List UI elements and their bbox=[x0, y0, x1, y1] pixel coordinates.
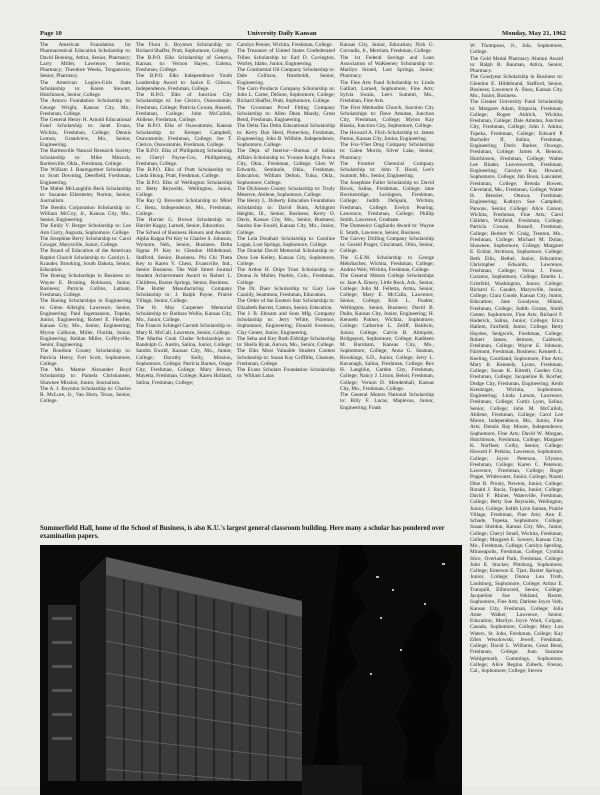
scholarship-entry: The School of Business Honors and Awards: Alpha Kappa Psi Key to Charles S. Johnson, Wymore, Neb., Senior, Business. Delta Sigma Pi Key to Glendon Hildebrand, Stafford, Senior, Business. Phi Chi Theta Key to Karen V. Chess, Evansville, Ind., Senior Business. The Wall Street Journal Student Achievement Award to Robert L. Childress, Baxter Springs, Senior, Business. bbox=[136, 229, 232, 286]
scholarship-entry: The A. J. Boynton Scholarship to: Charles R. McLure, Jr., Van Horn, Texas, Senior, College. bbox=[40, 385, 131, 405]
building-illustration bbox=[40, 545, 462, 795]
scholarship-entry: The B.P.O. Elks of Phillipsburg Scholarship to: Cheryl Payne-Cox, Phillipsburg, Freshman, College. bbox=[136, 148, 232, 167]
scholarship-entry: The B.P.O. Elks Independence Youth Leadership Award to: Janice E. Gibson, Independence, Freshman, College. bbox=[136, 73, 232, 92]
scholarship-entry: The Fox-Vliet Drug Company Scholarship to: Galen Morris, Silver Lake, Senior, Pharmacy. bbox=[340, 142, 434, 161]
scholarship-entry: The First Methodist Church, Junction City Scholarships to: Dave Amutan, Junction City, Freshman, College; Myron Kay Blaska, Junction City, Sophomore, College. bbox=[340, 104, 434, 130]
scholarship-entry: The 1st Federal Savings and Loan Association of WaKeeney Scholarship to: Marilyn Strand, Lost Springs, Junior, Pharmacy. bbox=[340, 54, 434, 80]
scholarship-entry: The Greater University Fund Scholarship to: Margaret Adam, Emporia, Freshman, College; Rogen Aldrich, Wichita, Freshman, College; Dale Amutan, Junction City, Freshman, College; John J. Atkins, Topeka, Freshman, College; Edward P. Bachofer II, Salina, Freshman, Engineering; Doris Barker, Oswego, Freshman, College; James A. Benson, Hutchinson, Freshman, College; Walter Lee Binder, Leavenworth, Freshman, Engineering; Carolyn Kay Howard, Sophomore, College; Jim Boon, Lancaster, Freshman, College; Brenda Bowen, Cleveland, Mo., Freshman, College; Walter H. Bressler, Ottawa, Freshman, Engineering; Kathryn Sue Campbell, Parsons, Senior, College; Alice Carson, Wichita, Freshman, Fine Arts; Carol Childers, Winfield, Freshman, College; Patricia Cowan, Russell, Freshman, College; Herbert W. Craig, Trenton, Mo., Freshman, College; Michael M. Dolan, Shawnee, Sophomore, College; Margaret E. Ecklar, Atchison, Sophomore, College; Beth Ellis, Bethel, Junior, Education; Christopher Edwards, Lawrence, Freshman, College; Verna J. Fosse, Cozzens, Sophomore, College; Emelie L. Gristfeld, Washington, Junior, College; Richard G. Gaudet, Marysville, Junior, College; Clara Goode, Kansas City, Junior, Education; Jane Goodyear, Hiland, Freshman, College; Judith Grotan, Smith Center, Sophomore, Fine Arts; Richard F. Haderick, Salina, Junior, College; Erica Hallem, Fairfield, Junior, College; Betty Hayden, Sedgwick, Freshman, College; Robert James, Jetmore, Caldwell, Freshman, College; Wayne E. Johnson, Fairmont, Freshman, Business; Kenneth L. Keeling, Courtland, Sophomore, Fine Arts; Mary K. Kennedy, Lyons, Freshman, College; Susan K. Kittrell, Garden City, Freshman, College; Jacqueline B. Kocher, Dodge City, Freshman, Engineering; Keith Kreutziger, Wichita, Sophomore, Engineering; Linda Larson, Lawrence, Freshman, College; Curtis Lyon, Salina, Senior, College; John M. McCulloh, Abilene, Freshman, College; Carol Lee Moore, Independence, Mo., Junior, Fine Arts; Dennis Ray Moore, Independence, Sophomore, Fine Arts; David W. Morgan, Hutchinson, Freshman, College; Margaret K. Norfleet, Colby, Senior, College; Howard F. Perkins, Lawrence, Sophomore, College; Joyce Peterson, Ulysses, Freshman, College; Karen C. Peterson, Lawrence, Freshman, College; Roger Poppe, Whitewater, Junior, College; Naomi Dine B. Prouty, Newton, Junior, College; Ronald J. Racia, Topeka, Junior, College; David F. Rhiner, Waterville, Freshman, College; Betty Sue Reynolds, Wellington, Junior, College; Judith Lynn Saman, Prairie Village, Freshman, Fine Arts; Ann E. Schade, Topeka, Sophomore, College; Susan Sheldon, Kansas City, Mo., Junior, College; Cheryl Small, Wichita, Freshman, College; Margaret E. Sowers, Kansas City, Mo., Freshman, College; Carolyn Sperling, Minneapolis, Freshman, College; Cynthia Stice, Overland Park, Freshman, College; John E. Stucker, Pittsburg, Sophomore, College; Emerson E. Tjart, Baxter Springs, Junior, College; Donna Lou Troth, Lindsborg, Sophomore, College; Arthur E. Tranquill, Ellinwood, Senior, College; Jacqueline Sue Vokland, Baxter, Sophomore, Fine Arts; Darlene Joyce Voth, Kansas City, Freshman, College; Julia Anne Walker, Lawrence, Senior, Education; Marilyn Joyce Ward, Colgate, Canada, Sophomore, College; Mary Lou Waters, St. John, Freshman, College; Kay Ellen Wesolowski, Jewell, Freshman, College; David L. Williams, Great Bend, Freshman, College; Joan Suzanne Wohlgemuth, Cummings, Sophomore, College; Alice Regina Zubeck, Fresno, Cal., Sophomore, College; Steven bbox=[470, 99, 563, 674]
scholarship-entry: The B.P.O. Elks of Wellington Scholarship to: Betty Reynolds, Wellington, Junior, College. bbox=[136, 179, 232, 198]
scholarship-entry: The Mabel McLaughlin Beck Scholarship to: Suzanne Ellermeier, Norton, Senior, Journalism. bbox=[40, 185, 131, 205]
scholarship-entry: The Corn Products Company Scholarship to: John L. Carter, DeSoto, Sophomore, College; Richard Shaffer, Pratt, Sophomore, College. bbox=[237, 85, 335, 105]
scholarship-entry: The Goodyear Scholarship in Business to: Glendon E. Hildebrand, Stafford, Senior, Business; Lawrence A. Sluss, Kansas City, Mo., Junior, Business. bbox=[470, 74, 563, 99]
scholarship-entry: The William J. Baumgartner Scholarship to: Scott Downing, Deerfield, Freshman, Engineering. bbox=[40, 167, 131, 186]
scholarship-entry: The Emily V. Berger Scholarship to: Lee Ann Curry, Augusta, Sophomore, College. bbox=[40, 223, 131, 236]
scholarship-entry: The Bartlesville Natural Research Society Scholarship to: Mike Mitzock, Bartlesville, Okla., Freshman, College. bbox=[40, 148, 131, 167]
scholarship-entry: The Elks Most Valuable Student Contest Scholarship to: Susan Kay Griffiths, Chanute, Freshman, College. bbox=[237, 348, 335, 367]
scholarship-entry: The B.P.O. Elks of Osawatomie, Kansas Scholarship to: Kemper Campbell, Osawatomie, Freshman, College; Joe T. Clerico, Osawatomie, Freshman, College. bbox=[136, 123, 232, 148]
scholarship-entry: The Delta Tau Delta Educational Scholarship to: Kerry Don Herd, Protection, Freshman, Engineering; John B. Willhite, Independence, Sophomore, College. bbox=[237, 123, 335, 148]
scholarship-entry: The Ray Q. Brewster Scholarship to: Mirel C. Benz, Independence, Mo., Freshman, College. bbox=[136, 198, 232, 217]
scholarship-entry: The Frontier Chemical Company Scholarship to: John T. Hood, Lee's Summit, Mo., Senior, Engineering. bbox=[340, 160, 434, 180]
scholarship-entry: The American Foundation for Pharmaceutical Education Scholarship to: David Benning, Attica, Senior, Pharmacy; Larry Miller, Lawrence, Senior, Pharmacy; Theodore Weeks, Tonganoxie, Senior, Pharmacy. bbox=[40, 42, 131, 80]
scholarship-entry: The Crossman Proof Fitting Company Scholarship to: Allen Dean Mundy, Great Bend, Freshman, Engineering. bbox=[237, 104, 335, 123]
scholarship-entry: The Order of the Eastern Star Scholarship to: Elizabeth Barrett, Canton, Senior, Education. bbox=[237, 298, 335, 311]
scholarship-entry: The Bourbon County Scholarship to: Patricia Henry, Fort Scott, Sophomore, College. bbox=[40, 348, 131, 367]
masthead bbox=[40, 30, 566, 40]
scholarship-entry: Kansas City, Junior, Education; Nick G. Coroudis, Jr., Merriam, Freshman, College. bbox=[340, 42, 434, 55]
column-4 bbox=[340, 42, 434, 535]
scholarship-entry: The Continental Oil Company Scholarship to: Dale Collison, Humboldt, Senior, Engineering. bbox=[237, 67, 335, 86]
scholarship-entry: The B.P.O. Elks of Pratt Scholarship to: Linda Shoup, Pratt, Freshman, College. bbox=[136, 167, 232, 180]
column-3 bbox=[237, 42, 335, 535]
scholarship-entry: The Henry L. Doherty Education Foundation Scholarship to: David Butts, Arlington Heights, Ill., Senior, Business; Kerry O. Davis, Kansas City, Mo., Senior, Business; Sandra Sue Ewald, Kansas City, Mo., Junior, College. bbox=[237, 198, 335, 236]
scholarship-entry: The Bendix Corporation Scholarship to: William McCoy, Jr., Kansas City, Mo., Senior, Engineering. bbox=[40, 204, 131, 223]
scholarship-entry: The H. May Carpenter Memorial Scholarship to: Barbara Wollis, Kansas City, Mo., Junior, College. bbox=[136, 304, 232, 323]
summerfield-hall-photo bbox=[40, 545, 462, 795]
scholarship-entry: The Howard A. Fitch Scholarship to: James Patton, Kansas City, Junior, Engineering. bbox=[340, 129, 434, 142]
scholarship-entry: The Domenico Gagliardo Award to: Wayne E. Smith, Lawrence, Senior, Business. bbox=[340, 223, 434, 236]
scholarship-entry: The Harriet G. Brown Scholarship to: Harriet Kagay, Larned, Senior, Education. bbox=[136, 217, 232, 230]
scholarship-entry: The Doudal David Memorial Scholarship to: Dora Lee Kelley, Kansas City, Sophomore, College. bbox=[237, 248, 335, 267]
photo-caption: Summerfield Hall, home of the School of Business, is also K.U.'s largest general classroom building. Here many a scholar has pondered over examination papers. bbox=[40, 525, 445, 541]
page-number: Page 10 bbox=[40, 30, 62, 37]
scholarship-entry: The Martha Cook Clarke Scholarships to: Randolph G. Austin, Salina, Junior, College; Sandra Ewald, Kansas City, Mo., Junior, College; Dorothy Kelly, Mission, Sophomore, College; Patricia Barnes, Osage City, Freshman, College; Mary Brown, Mayetta, Freshman, College; Karen Holland, Salina, Freshman, College; bbox=[136, 335, 232, 386]
scholarship-entry: The Dept. of Interior—Bureau of Indian Affairs Scholarship to: Yvonne Knight, Ponca City, Okla., Freshman, College; Glen W. Edwards, Seminole, Okla., Freshman, Education; William Delton, Tulsa, Okla., Sophomore, College. bbox=[237, 148, 335, 186]
scholarship-entry: The B.P.O. Elks of Junction City Scholarships to: Joe Clerico, Osawatomie, Freshman, College; Patricia Cowan, Russell, Freshman, College; John McCulloh, Abilene, Freshman, College. bbox=[136, 92, 232, 123]
scholarship-entry: The Boeing Scholarships in Engineering to: Glenn Albright, Lawrence, Senior, Engineering; Paul Ingemanson, Topeka, Junior, Engineering; Robert E. Fleisher, Kansas City, Mo., Senior, Engineering; Myron Calhoun, Miller, Florida, Junior, Engineering; Kehlan Miller, Coffeyville, Senior, Engineering. bbox=[40, 298, 131, 348]
column-2 bbox=[136, 42, 232, 535]
scholarship-entry: Carolyn Penner, Wichita, Freshman, College. bbox=[237, 42, 333, 48]
photo-block bbox=[40, 525, 462, 795]
scholarship-entry: The Fine Arts Fund Scholarship to: Linda Galliart, Larned, Sophomore, Fine Arts; Sylvia Swain, Lee's Summit, Mo., Freshman, Fine Arts. bbox=[340, 79, 434, 105]
newspaper-name: University Daily Kansan bbox=[247, 30, 317, 37]
issue-date: Monday, May 21, 1962 bbox=[502, 30, 566, 37]
scholarship-entry: The Flora S. Boynton Scholarship to: Richard Shaffer, Pratt, Sophomore, College. bbox=[136, 42, 232, 55]
scholarship-entry: The General Motors College Scholarships to: Jane A. Emery, Little Rock, Ark., Senior, College; Julia M. Felletta, Arma, Senior, College; Mary E. McCalla, Lawrence, Senior, College; Kirk L. Poalter, Wellington, Senior, Business; David B. Dulin, Kansas City, Junior, Engineering; H. Kenneth Palmer, Wichita, Sophomore, College; Catherine L. Zeliff, Baldwin, Junior, College; Calvin B. Almquist, Bridgeport, Sophomore, College; Kathleen M. Burnham, Kansas City, Mo., Sophomore, College; Anna G. Seaman, Brookings, S.D., Junior, College; Jerry L. Kavanagh, Salina, Freshman, College; Rex H. Laughlin, Garden City, Freshman, College; Nancy J. Liston, Beloit, Freshman, College; Vernon D. Mendenhall, Kansas City, Mo., Freshman, College. bbox=[340, 273, 434, 392]
column-5 bbox=[470, 43, 563, 793]
scholarship-entry: The Dickinson County Scholarship to: Trudy Meserve, Abilene, Sophomore, College. bbox=[237, 185, 335, 198]
scholarship-entry: The Amoco Foundation Scholarship to: George Wright, Kansas City, Mo., Freshman, College. bbox=[40, 98, 131, 117]
scholarship-entry: The Gold Medal Pharmacy Alumni Award to: Ralph B. Bauman, Attica, Senior, Pharmacy. bbox=[470, 55, 563, 74]
scholarship-entry: The Boeing Scholarships in Business to: Wayne E. Bruning, Robinson, Junior, Business; Patricia Collins, Latham, Freshman, College. bbox=[40, 273, 131, 298]
scholarship-entry: The Dr. Duer Scholarship to: Gary Lee Cassidy, Seammon, Freshman, Education. bbox=[237, 285, 335, 298]
scholarship-entry: The Butler Manufacturing Company Scholarship to: J. Ralph Payne, Prairie Village, Senior, College. bbox=[136, 285, 232, 305]
scholarship-entry: The General Henry H. Arnold Educational Fund Scholarship to: Janet Evans, Wichita, Freshman, College; Dennis Lemon, Grandview, Mo., Senior, Engineering. bbox=[40, 117, 131, 148]
scholarship-entry: The American Legion-Girls State Scholarship to: Karen Stewart, Hutchinson, Senior, College. bbox=[40, 79, 131, 98]
scholarship-entry: The Board of Education of the American Baptist Church Scholarship to: Carolyn L. Krauder, Brooking, South Dakota, Senior, Education. bbox=[40, 248, 131, 273]
scholarship-entry: The Garvey Drilling Company Scholarship to: Gerald Prager, Cincinnati, Ohio, Senior, College. bbox=[340, 235, 434, 255]
scholarship-entry: W. Thompson, Jr., Iola, Sophomore, College. bbox=[470, 43, 563, 56]
scholarship-entry: The Josephine Berry Scholarship to: Carol Cowger, Marysville, Junior, College. bbox=[40, 235, 131, 248]
column-1 bbox=[40, 42, 131, 535]
scholarship-entry: The B.P.O. Elks Scholarship of Geneva, Kansas, to: Vernon Hayes, Galena, Freshman, College. bbox=[136, 54, 232, 73]
scholarship-entry: The J. B. Ehrsam and Sons Mfg. Company Scholarship to: Jerry White, Florence, Sophomore, Engineering; Donald Swenson, Clay Center, Junior, Engineering. bbox=[237, 310, 335, 336]
scholarship-entry: The G.E.M. Scholarship to George Mehrbacher, Wichita, Freshman, College; Andrea Weir, Wichita, Freshman, College. bbox=[340, 254, 434, 273]
scholarship-entry: The Francis Schlegel Carruth Scholarship to: Mary R. McCall, Lawrence, Senior, College. bbox=[136, 323, 232, 336]
scholarship-entry: The Seba and Key Ruth Eldridge Scholarship to: Sheila Ryan, Aurora, Mo., Senior, College. bbox=[237, 335, 335, 348]
scholarship-entry: The Mrs. Mamie Alexander Boyd Scholarship to: Pamela Christiansen, Shawnee Mission, Junior, Journalism. bbox=[40, 367, 131, 386]
scholarship-entry: The Treasurer of United States Confederated Tribes Scholarship to: Earl D. Covington, Worley, Idaho, Junior, Engineering. bbox=[237, 48, 335, 67]
scholarship-entry: The Josephine Fuller Scholarship to: David Brock, Salina, Freshman, College; Jane Breckenridge, Lexington, Freshman, College; Judith DeSpain, Wichita, Freshman, College; Evelyn Pearing, Lawrence, Freshman, College; Phillip Smith, Lawrence, Graduate. bbox=[340, 179, 434, 223]
scholarship-entry: The Lela Douthart Scholarship to: Caroline Logan, Lost Springs, Sophomore, College. bbox=[237, 235, 335, 248]
scholarship-entry: The Arthur H. Drips Trust Scholarship to: Donna Jo Mulier, Pueblo, Colo., Freshman, College. bbox=[237, 267, 335, 286]
scholarship-entry: The Evans Scholars Foundation Scholarship to: William Latas bbox=[237, 367, 335, 380]
scholarship-entry: The General Motors National Scholarship to: Billy F. Lucas, Maplevas, Junior, Engineering; Frank bbox=[340, 392, 434, 411]
